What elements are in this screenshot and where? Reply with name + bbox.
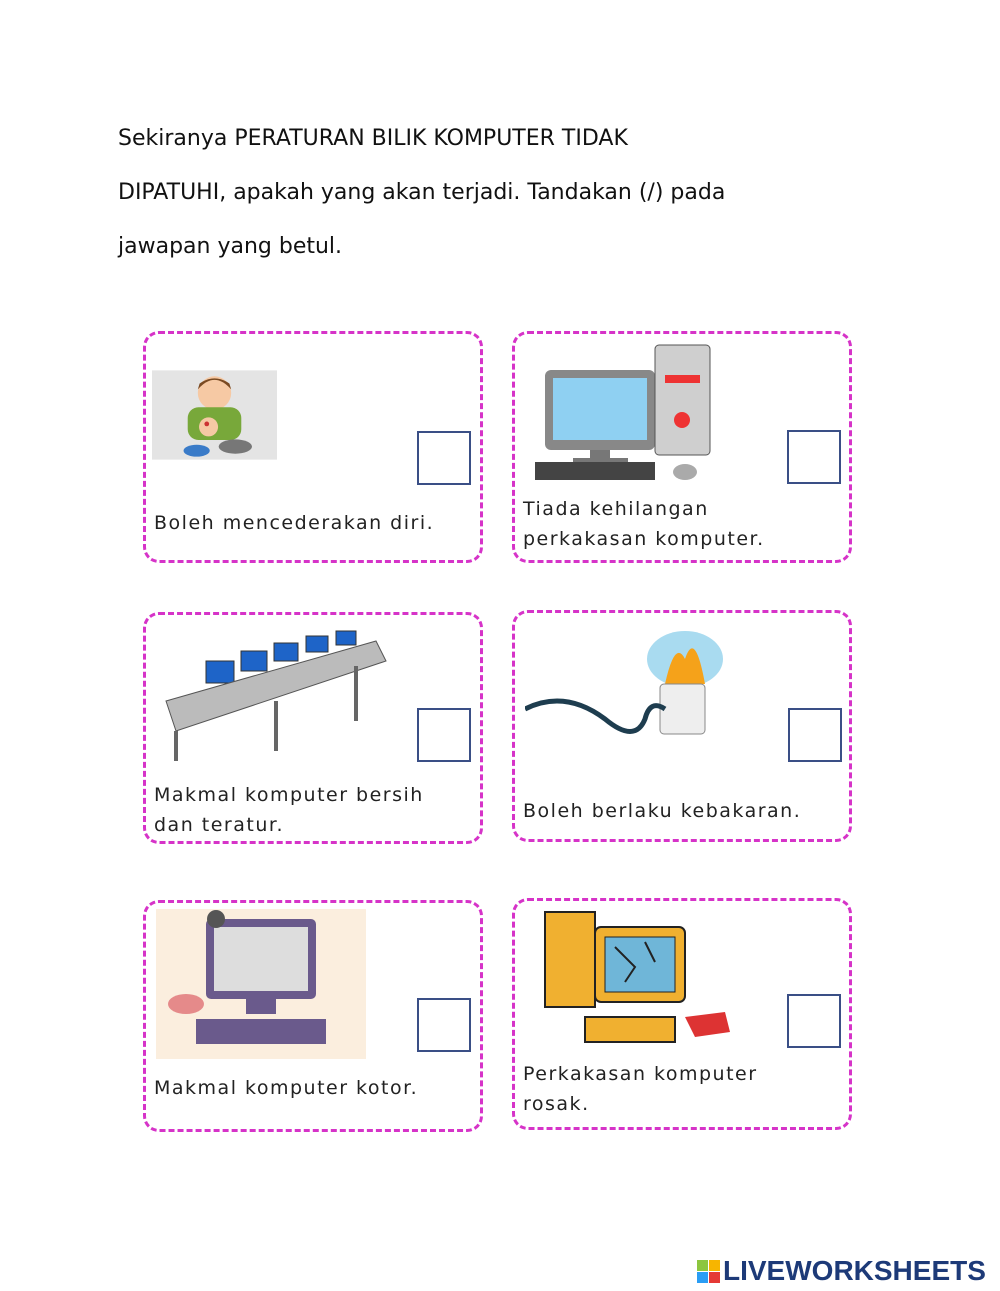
card-caption-2 (523, 494, 765, 554)
caption-line: Boleh mencederakan diri. (154, 512, 435, 534)
caption-line: Makmal komputer kotor. (154, 1077, 419, 1099)
card-caption-1 (154, 508, 434, 538)
card-caption-3 (154, 780, 424, 840)
caption-line: Tiada kehilangan (523, 498, 709, 520)
caption-line: dan teratur. (154, 814, 284, 836)
card-caption-5 (154, 1073, 418, 1103)
answer-card-3 (143, 612, 483, 844)
instruction-text (118, 112, 838, 274)
answer-checkbox-2[interactable] (787, 430, 841, 484)
answer-card-2 (512, 331, 852, 563)
answer-card-6 (512, 898, 852, 1130)
card-caption-6 (523, 1059, 758, 1119)
instruction-line-1: Sekiranya PERATURAN BILIK KOMPUTER TIDAK (118, 126, 628, 151)
burning-plug-image (525, 619, 735, 769)
instruction-line-2: DIPATUHI, apakah yang akan terjadi. Tandakan (/) pada (118, 180, 726, 205)
messy-computer-image (156, 909, 366, 1059)
answer-checkbox-3[interactable] (417, 708, 471, 762)
logo-mark-icon (697, 1260, 720, 1283)
answer-card-1 (143, 331, 483, 563)
computer-set-image (525, 340, 735, 490)
instruction-line-3: jawapan yang betul. (118, 234, 343, 259)
answer-checkbox-5[interactable] (417, 998, 471, 1052)
broken-computer-image (525, 907, 735, 1057)
answer-checkbox-1[interactable] (417, 431, 471, 485)
caption-line: Perkakasan komputer (523, 1063, 758, 1085)
card-caption-4 (523, 796, 801, 826)
caption-line: perkakasan komputer. (523, 528, 765, 550)
answer-checkbox-4[interactable] (788, 708, 842, 762)
liveworksheets-logo (697, 1255, 986, 1287)
computer-lab-image (156, 621, 396, 771)
injured-boy-image (152, 340, 277, 490)
logo-text: LIVEWORKSHEETS (723, 1255, 986, 1286)
answer-checkbox-6[interactable] (787, 994, 841, 1048)
caption-line: Makmal komputer bersih (154, 784, 424, 806)
answer-card-5 (143, 900, 483, 1132)
answer-card-4 (512, 610, 852, 842)
caption-line: Boleh berlaku kebakaran. (523, 800, 802, 822)
caption-line: rosak. (523, 1093, 590, 1115)
